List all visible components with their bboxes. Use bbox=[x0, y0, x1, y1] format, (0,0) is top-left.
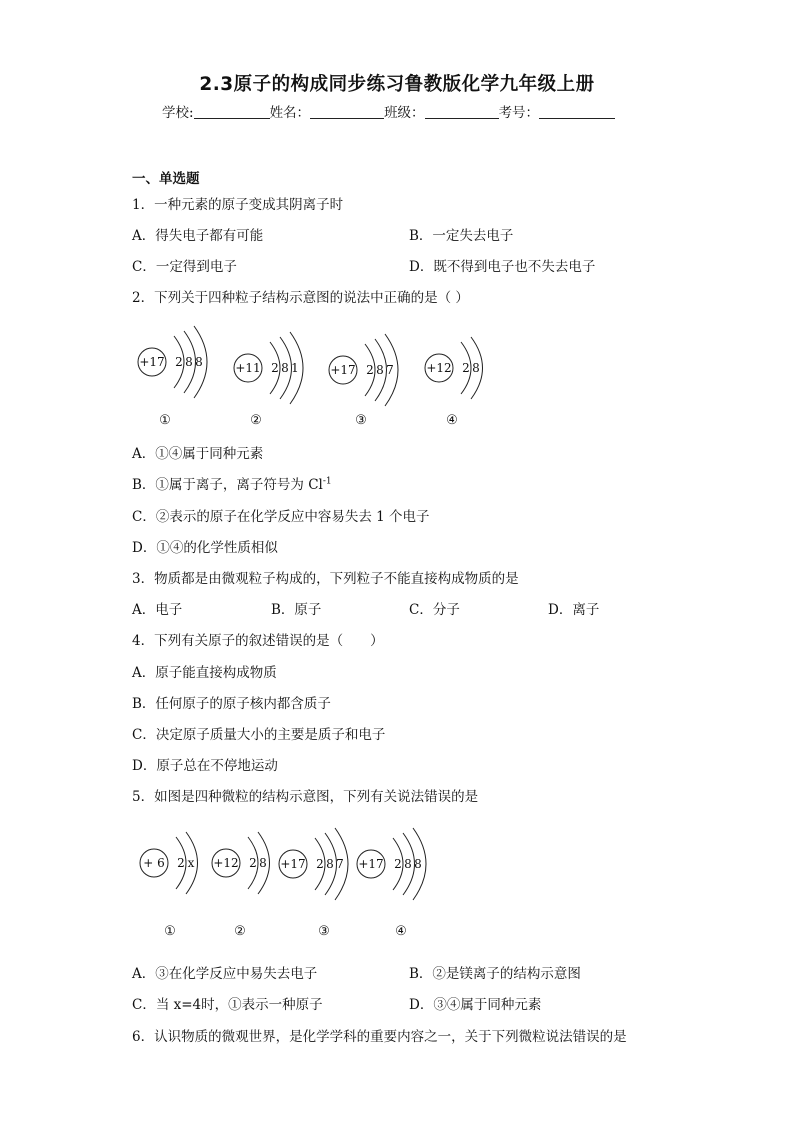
q5-atom-diagrams bbox=[0, 812, 794, 942]
q3-option-a[interactable]: A．电子 bbox=[132, 602, 183, 618]
q1-option-d[interactable]: D．既不得到电子也不失去电子 bbox=[409, 259, 596, 275]
shell-electron-count: 8 bbox=[195, 355, 203, 369]
shell-electron-count: 8 bbox=[414, 857, 422, 871]
q1-option-a[interactable]: A．得失电子都有可能 bbox=[132, 228, 264, 244]
q4-stem: 4．下列有关原子的叙述错误的是（ ） bbox=[132, 633, 384, 649]
name-label: 姓名： bbox=[269, 105, 311, 121]
shell-electron-count: 2 bbox=[462, 361, 470, 375]
q3-option-d[interactable]: D．离子 bbox=[548, 602, 600, 618]
nucleus-charge: +17 bbox=[280, 857, 306, 871]
class-label: 班级： bbox=[384, 105, 425, 121]
diagram-label: ④ bbox=[446, 413, 458, 428]
q5-option-b[interactable]: B．②是镁离子的结构示意图 bbox=[409, 966, 581, 982]
nucleus-charge: +12 bbox=[426, 361, 452, 375]
diagram-label: ④ bbox=[395, 924, 407, 939]
class-blank[interactable] bbox=[425, 103, 499, 119]
shell-electron-count: 1 bbox=[291, 361, 299, 375]
shell-electron-count: 8 bbox=[185, 355, 193, 369]
q5-stem: 5．如图是四种微粒的结构示意图，下列有关说法错误的是 bbox=[132, 789, 479, 805]
q5-diagram-3 bbox=[279, 828, 348, 939]
q2-option-a[interactable]: A．①④属于同种元素 bbox=[132, 446, 264, 462]
q5-diagram-4 bbox=[357, 828, 426, 939]
q2-atom-diagrams bbox=[0, 310, 794, 434]
q5-diagram-1 bbox=[140, 832, 198, 939]
q4-option-d[interactable]: D．原子总在不停地运动 bbox=[132, 758, 278, 774]
shell-electron-count: 2 bbox=[316, 857, 324, 871]
q2-diagram-3 bbox=[329, 334, 398, 428]
nucleus-charge: +17 bbox=[358, 857, 384, 871]
shell-electron-count: 8 bbox=[404, 857, 412, 871]
shell-electron-count: 8 bbox=[259, 856, 267, 870]
diagram-label: ① bbox=[164, 924, 176, 939]
q1-option-c[interactable]: C．一定得到电子 bbox=[132, 259, 237, 275]
q2-option-c[interactable]: C．②表示的原子在化学反应中容易失去 1 个电子 bbox=[132, 509, 430, 525]
number-label: 考号： bbox=[498, 105, 540, 121]
diagram-label: ① bbox=[159, 413, 171, 428]
nucleus-charge: +11 bbox=[235, 361, 261, 375]
q6-stem: 6．认识物质的微观世界，是化学学科的重要内容之一，关于下列微粒说法错误的是 bbox=[132, 1029, 627, 1045]
q2-diagram-2 bbox=[234, 332, 303, 428]
diagram-label: ② bbox=[234, 924, 246, 939]
q2-option-b-text: B．①属于离子，离子符号为 Cl bbox=[132, 477, 323, 493]
q5-option-c[interactable]: C．当 x=4时，①表示一种原子 bbox=[132, 997, 323, 1013]
section-title: 一、单选题 bbox=[132, 171, 200, 187]
diagram-label: ③ bbox=[355, 413, 367, 428]
student-info-line bbox=[162, 101, 615, 121]
q3-stem: 3．物质都是由微观粒子构成的，下列粒子不能直接构成物质的是 bbox=[132, 571, 519, 587]
q5-option-d[interactable]: D．③④属于同种元素 bbox=[409, 997, 542, 1013]
school-blank[interactable] bbox=[194, 103, 270, 119]
shell-electron-count: 2 bbox=[271, 361, 279, 375]
shell-electron-count: 8 bbox=[326, 857, 334, 871]
page-title: 2.3原子的构成同步练习鲁教版化学九年级上册 bbox=[199, 74, 595, 95]
shell-electron-count: 7 bbox=[336, 857, 344, 871]
shell-electron-count: 2 bbox=[249, 856, 257, 870]
name-blank[interactable] bbox=[310, 103, 384, 119]
shell-electron-count: 8 bbox=[472, 361, 480, 375]
q4-option-c[interactable]: C．决定原子质量大小的主要是质子和电子 bbox=[132, 727, 386, 743]
number-blank[interactable] bbox=[539, 103, 615, 119]
q4-option-b[interactable]: B．任何原子的原子核内都含质子 bbox=[132, 696, 331, 712]
q1-stem: 1．一种元素的原子变成其阴离子时 bbox=[132, 197, 344, 213]
q2-option-b-charge: -1 bbox=[322, 476, 332, 487]
q2-diagram-4 bbox=[425, 337, 483, 428]
nucleus-charge: + 6 bbox=[143, 856, 165, 870]
school-label: 学校: bbox=[162, 105, 194, 121]
q1-option-b[interactable]: B．一定失去电子 bbox=[409, 228, 514, 244]
q5-diagram-2 bbox=[212, 832, 270, 939]
diagram-label: ③ bbox=[318, 924, 330, 939]
q3-option-b[interactable]: B．原子 bbox=[271, 602, 322, 618]
shell-electron-count: 8 bbox=[281, 361, 289, 375]
nucleus-charge: +17 bbox=[330, 363, 356, 377]
q2-diagram-1 bbox=[138, 326, 207, 428]
shell-electron-count: 7 bbox=[386, 363, 394, 377]
shell-electron-count: 2 bbox=[366, 363, 374, 377]
shell-electron-count: x bbox=[187, 856, 195, 870]
q2-stem: 2．下列关于四种粒子结构示意图的说法中正确的是（ ） bbox=[132, 290, 469, 306]
diagram-label: ② bbox=[250, 413, 262, 428]
q2-option-b[interactable] bbox=[132, 473, 332, 493]
q3-option-c[interactable]: C．分子 bbox=[409, 602, 460, 618]
shell-electron-count: 2 bbox=[177, 856, 185, 870]
q2-option-d[interactable]: D．①④的化学性质相似 bbox=[132, 540, 278, 556]
shell-electron-count: 2 bbox=[175, 355, 183, 369]
q5-option-a[interactable]: A．③在化学反应中易失去电子 bbox=[132, 966, 318, 982]
nucleus-charge: +17 bbox=[139, 355, 165, 369]
shell-electron-count: 8 bbox=[376, 363, 384, 377]
nucleus-charge: +12 bbox=[213, 856, 239, 870]
shell-electron-count: 2 bbox=[394, 857, 402, 871]
q4-option-a[interactable]: A．原子能直接构成物质 bbox=[132, 665, 277, 681]
